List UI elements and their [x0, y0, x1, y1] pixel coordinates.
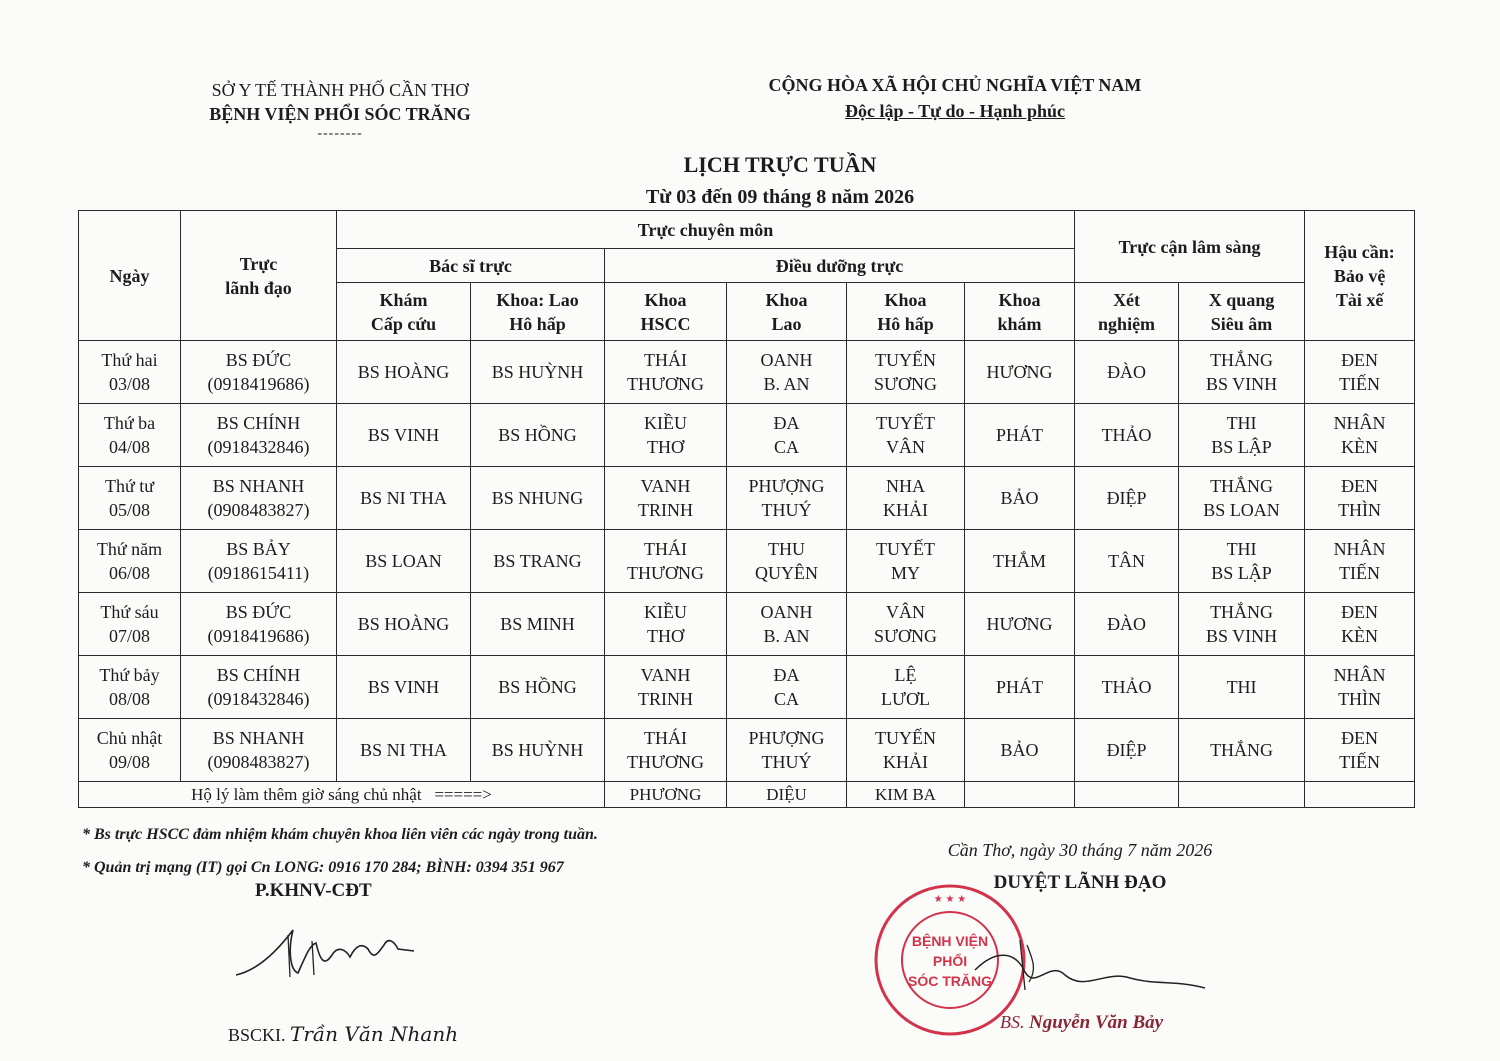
resp-doctor-cell	[471, 404, 605, 467]
lab-text: ĐÀO	[1107, 362, 1147, 382]
xray-text: THẮNG	[1210, 740, 1274, 760]
lab-cell	[1075, 656, 1179, 719]
xray-text: THẮNG	[1210, 350, 1274, 370]
approval-title: DUYỆT LÃNH ĐẠO	[993, 872, 1167, 893]
department-name: P.KHNV-CĐT	[255, 880, 372, 901]
right-signer-prefix: BS.	[1000, 1012, 1025, 1032]
right-signer	[1000, 1012, 1163, 1034]
hscc-nurse-text: THƠ	[647, 437, 684, 457]
xray-text: THẮNG	[1210, 476, 1274, 496]
svg-text:PHỔI: PHỔI	[932, 953, 968, 969]
logistics-text: THÌN	[1338, 689, 1382, 709]
footer-label-cell	[79, 782, 605, 808]
hscc-nurse-cell	[605, 404, 727, 467]
leader-cell	[181, 341, 337, 404]
xray-cell	[1179, 719, 1305, 782]
note-it-contact: * Quản trị mạng (IT) gọi Cn LONG: 0916 170 284; BÌNH: 0394 351 967	[82, 859, 564, 876]
leader-text: BS NHANH	[212, 728, 305, 748]
lab-cell	[1075, 467, 1179, 530]
day-cell	[79, 719, 181, 782]
col-header-lab: Xét nghiệm	[1075, 283, 1179, 341]
lab-cell	[1075, 341, 1179, 404]
svg-text:SÓC TRĂNG: SÓC TRĂNG	[908, 973, 992, 989]
logistics-text: NHÂN	[1333, 413, 1386, 433]
hohap-nurse-cell	[847, 341, 965, 404]
lao-nurse-cell	[727, 467, 847, 530]
logistics-text: ĐEN	[1341, 350, 1379, 370]
day-text: Thứ sáu	[100, 602, 159, 622]
logistics-text: TIẾN	[1339, 563, 1381, 583]
xray-text: THI	[1226, 539, 1257, 559]
leader-cell	[181, 593, 337, 656]
leader-text: (0918615411)	[207, 563, 310, 583]
agency-name: BỆNH VIỆN PHỔI SÓC TRĂNG	[209, 104, 471, 124]
lao-nurse-text: QUYÊN	[755, 563, 818, 583]
group-header-nurses: Điều dưỡng trực	[605, 249, 1075, 283]
lao-nurse-text: B. AN	[763, 626, 810, 646]
resp-doctor-text: BS TRANG	[493, 551, 582, 571]
day-text: 06/08	[108, 563, 150, 583]
lab-cell	[1075, 593, 1179, 656]
lab-text: ĐÀO	[1107, 614, 1147, 634]
resp-doctor-text: BS MINH	[500, 614, 575, 634]
kham-nurse-cell	[965, 404, 1075, 467]
emergency-doctor-text: BS HOÀNG	[357, 362, 450, 382]
col-header-leader: Trực lãnh đạo	[181, 211, 337, 341]
lab-cell	[1075, 404, 1179, 467]
national-header	[700, 72, 1210, 124]
leader-text: BS ĐỨC	[225, 350, 292, 370]
emergency-doctor-cell	[337, 404, 471, 467]
logistics-cell	[1305, 341, 1415, 404]
leader-cell	[181, 719, 337, 782]
day-text: Thứ năm	[96, 539, 163, 559]
day-text: Chủ nhật	[96, 728, 163, 748]
xray-cell	[1179, 404, 1305, 467]
lab-text: TÂN	[1108, 551, 1146, 571]
document-subtitle: Từ 03 đến 09 tháng 8 năm 2026	[645, 186, 915, 208]
lao-nurse-text: CA	[773, 689, 799, 709]
group-header-professional: Trực chuyên môn	[337, 211, 1075, 249]
hscc-nurse-text: KIỀU	[644, 413, 687, 433]
hscc-nurse-text: THƠ	[647, 626, 684, 646]
emergency-doctor-cell	[337, 719, 471, 782]
hohap-nurse-cell	[847, 404, 965, 467]
day-cell	[79, 341, 181, 404]
kham-nurse-cell	[965, 593, 1075, 656]
resp-doctor-text: BS HUỲNH	[491, 740, 584, 760]
lao-nurse-text: B. AN	[763, 374, 810, 394]
xray-text: BS LOAN	[1203, 500, 1280, 520]
xray-cell	[1179, 467, 1305, 530]
logistics-text: ĐEN	[1341, 602, 1379, 622]
xray-text: BS LẬP	[1211, 437, 1272, 457]
day-text: Thứ hai	[101, 350, 158, 370]
lao-nurse-cell	[727, 719, 847, 782]
leader-text: BS CHÍNH	[216, 413, 301, 433]
hohap-nurse-text: LƯƠL	[881, 689, 930, 709]
lao-nurse-text: PHƯỢNG	[748, 476, 825, 496]
resp-doctor-cell	[471, 719, 605, 782]
day-cell	[79, 467, 181, 530]
footer-empty	[1075, 782, 1179, 808]
emergency-doctor-cell	[337, 530, 471, 593]
col-header-hscc: Khoa HSCC	[605, 283, 727, 341]
emergency-doctor-cell	[337, 341, 471, 404]
hohap-nurse-text: LỆ	[894, 665, 917, 685]
footer-row	[79, 782, 1415, 808]
kham-nurse-text: BẢO	[1000, 488, 1039, 508]
hohap-nurse-text: SƯƠNG	[874, 374, 937, 394]
resp-doctor-cell	[471, 467, 605, 530]
hscc-nurse-cell	[605, 719, 727, 782]
hohap-nurse-cell	[847, 656, 965, 719]
lab-text: THẢO	[1101, 425, 1152, 445]
footer-label: Hộ lý làm thêm giờ sáng chủ nhật	[191, 784, 422, 804]
lao-nurse-text: ĐA	[773, 665, 800, 685]
kham-nurse-text: HƯƠNG	[986, 362, 1053, 382]
notes	[82, 818, 598, 884]
leader-cell	[181, 404, 337, 467]
table-row	[79, 404, 1415, 467]
resp-doctor-cell	[471, 593, 605, 656]
logistics-cell	[1305, 719, 1415, 782]
leader-cell	[181, 656, 337, 719]
hscc-nurse-cell	[605, 656, 727, 719]
hohap-nurse-text: NHA	[886, 476, 925, 496]
day-text: Thứ bảy	[99, 665, 160, 685]
footer-hscc: PHƯƠNG	[605, 782, 727, 808]
xray-text: BS LẬP	[1211, 563, 1272, 583]
kham-nurse-cell	[965, 341, 1075, 404]
day-text: 03/08	[108, 374, 150, 394]
agency-header	[150, 78, 530, 142]
hohap-nurse-text: TUYẾT	[876, 539, 935, 559]
leader-text: (0918432846)	[207, 689, 310, 709]
hohap-nurse-text: VÂN	[886, 437, 925, 457]
lao-nurse-cell	[727, 656, 847, 719]
leader-text: (0908483827)	[207, 500, 310, 520]
day-text: Thứ ba	[103, 413, 156, 433]
emergency-doctor-text: BS NI THA	[360, 488, 447, 508]
hohap-nurse-text: VÂN	[886, 602, 925, 622]
lab-cell	[1075, 530, 1179, 593]
footer-arrow: =====>	[434, 784, 492, 804]
xray-cell	[1179, 593, 1305, 656]
hohap-nurse-text: TUYẾN	[875, 350, 936, 370]
lab-text: THẢO	[1101, 677, 1152, 697]
hohap-nurse-text: TUYẾT	[876, 413, 935, 433]
right-signature-scribble	[955, 930, 1215, 1010]
logistics-text: TIẾN	[1339, 374, 1381, 394]
logistics-text: KÈN	[1341, 626, 1379, 646]
leader-cell	[181, 467, 337, 530]
leader-text: (0918432846)	[207, 437, 310, 457]
col-header-emergency: Khám Cấp cứu	[337, 283, 471, 341]
day-text: Thứ tư	[104, 476, 154, 496]
col-header-kham: Khoa khám	[965, 283, 1075, 341]
emergency-doctor-text: BS NI THA	[360, 740, 447, 760]
day-cell	[79, 530, 181, 593]
col-header-hohap: Khoa Hô hấp	[847, 283, 965, 341]
logistics-text: ĐEN	[1341, 728, 1379, 748]
col-header-day: Ngày	[79, 211, 181, 341]
lab-text: ĐIỆP	[1106, 740, 1147, 760]
lao-nurse-text: OANH	[760, 350, 813, 370]
day-cell	[79, 656, 181, 719]
leader-text: (0918419686)	[207, 626, 310, 646]
logistics-cell	[1305, 593, 1415, 656]
hohap-nurse-cell	[847, 719, 965, 782]
hohap-nurse-text: MY	[890, 563, 920, 583]
kham-nurse-text: THẮM	[993, 551, 1047, 571]
duty-schedule-table	[78, 210, 1415, 808]
table-row	[79, 656, 1415, 719]
note-hscc: * Bs trực HSCC đảm nhiệm khám chuyên khoa liên viên các ngày trong tuần.	[82, 826, 598, 843]
group-header-paraclinical: Trực cận lâm sàng	[1075, 211, 1305, 283]
hscc-nurse-text: KIỀU	[644, 602, 687, 622]
day-cell	[79, 593, 181, 656]
footer-hohap: KIM BA	[847, 782, 965, 808]
resp-doctor-cell	[471, 530, 605, 593]
footer-empty	[965, 782, 1075, 808]
table-row	[79, 530, 1415, 593]
left-signer-prefix: BSCKI.	[228, 1025, 286, 1045]
xray-cell	[1179, 656, 1305, 719]
logistics-text: NHÂN	[1333, 539, 1386, 559]
hohap-nurse-cell	[847, 593, 965, 656]
lao-nurse-cell	[727, 341, 847, 404]
xray-text: BS VINH	[1205, 626, 1278, 646]
hscc-nurse-text: THÁI	[644, 539, 687, 559]
group-header-doctors: Bác sĩ trực	[337, 249, 605, 283]
table-row	[79, 593, 1415, 656]
resp-doctor-cell	[471, 656, 605, 719]
leader-text: BS ĐỨC	[225, 602, 292, 622]
leader-text: BS BẢY	[226, 539, 291, 559]
emergency-doctor-text: BS VINH	[367, 425, 440, 445]
emergency-doctor-text: BS HOÀNG	[357, 614, 450, 634]
xray-cell	[1179, 530, 1305, 593]
lao-nurse-text: THUÝ	[761, 500, 812, 520]
emergency-doctor-text: BS LOAN	[365, 551, 442, 571]
left-signature-scribble	[228, 915, 428, 990]
leader-text: BS CHÍNH	[216, 665, 301, 685]
lab-text: ĐIỆP	[1106, 488, 1147, 508]
hscc-nurse-cell	[605, 341, 727, 404]
lao-nurse-text: CA	[773, 437, 799, 457]
right-signer-name: Nguyễn Văn Bảy	[1029, 1012, 1164, 1033]
kham-nurse-cell	[965, 467, 1075, 530]
day-cell	[79, 404, 181, 467]
header-divider: --------	[317, 126, 363, 141]
col-header-lao: Khoa Lao	[727, 283, 847, 341]
day-text: 09/08	[108, 752, 150, 772]
hscc-nurse-text: VANH	[640, 476, 691, 496]
col-header-xray: X quang Siêu âm	[1179, 283, 1305, 341]
left-signer	[228, 1022, 458, 1046]
hscc-nurse-text: THƯƠNG	[627, 752, 704, 772]
xray-text: THI	[1226, 413, 1257, 433]
logistics-text: TIẾN	[1339, 752, 1381, 772]
hscc-nurse-text: TRINH	[638, 500, 693, 520]
lao-nurse-text: THUÝ	[761, 752, 812, 772]
lab-cell	[1075, 719, 1179, 782]
kham-nurse-text: HƯƠNG	[986, 614, 1053, 634]
lao-nurse-cell	[727, 404, 847, 467]
emergency-doctor-cell	[337, 593, 471, 656]
lao-nurse-text: PHƯỢNG	[748, 728, 825, 748]
kham-nurse-cell	[965, 719, 1075, 782]
day-text: 08/08	[108, 689, 150, 709]
xray-cell	[1179, 341, 1305, 404]
emergency-doctor-cell	[337, 467, 471, 530]
document-title: LỊCH TRỰC TUẦN	[683, 152, 877, 177]
logistics-cell	[1305, 404, 1415, 467]
table-row	[79, 341, 1415, 404]
hscc-nurse-text: THƯƠNG	[627, 563, 704, 583]
day-text: 07/08	[108, 626, 150, 646]
hohap-nurse-text: KHẢI	[883, 752, 928, 772]
resp-doctor-text: BS HỒNG	[498, 425, 577, 445]
resp-doctor-text: BS HỒNG	[498, 677, 577, 697]
lao-nurse-text: THU	[768, 539, 805, 559]
hohap-nurse-text: KHẢI	[883, 500, 928, 520]
logistics-text: THÌN	[1338, 500, 1382, 520]
kham-nurse-text: BẢO	[1000, 740, 1039, 760]
lao-nurse-text: ĐA	[773, 413, 800, 433]
kham-nurse-cell	[965, 530, 1075, 593]
kham-nurse-text: PHÁT	[996, 425, 1044, 445]
hohap-nurse-text: SƯƠNG	[874, 626, 937, 646]
hscc-nurse-cell	[605, 530, 727, 593]
agency-parent: SỞ Y TẾ THÀNH PHỐ CẦN THƠ	[211, 80, 469, 100]
logistics-cell	[1305, 530, 1415, 593]
hscc-nurse-text: THÁI	[644, 350, 687, 370]
leader-cell	[181, 530, 337, 593]
hscc-nurse-text: VANH	[640, 665, 691, 685]
xray-text: BS VINH	[1205, 374, 1278, 394]
hohap-nurse-text: TUYẾN	[875, 728, 936, 748]
footer-empty	[1179, 782, 1305, 808]
left-signer-name: Trần Văn Nhanh	[290, 1022, 459, 1046]
svg-text:★ ★ ★: ★ ★ ★	[933, 894, 967, 905]
resp-doctor-cell	[471, 341, 605, 404]
logistics-text: NHÂN	[1333, 665, 1386, 685]
col-header-resp-doctor: Khoa: Lao Hô hấp	[471, 283, 605, 341]
lao-nurse-cell	[727, 593, 847, 656]
logistics-text: ĐEN	[1341, 476, 1379, 496]
national-title: CỘNG HÒA XÃ HỘI CHỦ NGHĨA VIỆT NAM	[768, 75, 1142, 95]
table-row	[79, 467, 1415, 530]
emergency-doctor-text: BS VINH	[367, 677, 440, 697]
place-date: Cần Thơ, ngày 30 tháng 7 năm 2026	[947, 840, 1213, 860]
leader-text: (0918419686)	[207, 374, 310, 394]
header-row-1	[79, 211, 1415, 249]
lao-nurse-text: OANH	[760, 602, 813, 622]
kham-nurse-text: PHÁT	[996, 677, 1044, 697]
hscc-nurse-cell	[605, 593, 727, 656]
svg-text:BỆNH VIỆN: BỆNH VIỆN	[911, 933, 989, 949]
hohap-nurse-cell	[847, 467, 965, 530]
xray-text: THI	[1226, 677, 1257, 697]
day-text: 05/08	[108, 500, 150, 520]
hscc-nurse-cell	[605, 467, 727, 530]
leader-text: BS NHANH	[212, 476, 305, 496]
hohap-nurse-cell	[847, 530, 965, 593]
col-header-logistics: Hậu cần: Bảo vệ Tài xế	[1305, 211, 1415, 341]
national-motto: Độc lập - Tự do - Hạnh phúc	[844, 101, 1066, 121]
kham-nurse-cell	[965, 656, 1075, 719]
lao-nurse-cell	[727, 530, 847, 593]
logistics-cell	[1305, 467, 1415, 530]
leader-text: (0908483827)	[207, 752, 310, 772]
logistics-cell	[1305, 656, 1415, 719]
hscc-nurse-text: TRINH	[638, 689, 693, 709]
table-row	[79, 719, 1415, 782]
logistics-text: KÈN	[1341, 437, 1379, 457]
xray-text: THẮNG	[1210, 602, 1274, 622]
day-text: 04/08	[108, 437, 150, 457]
hscc-nurse-text: THƯƠNG	[627, 374, 704, 394]
emergency-doctor-cell	[337, 656, 471, 719]
hscc-nurse-text: THÁI	[644, 728, 687, 748]
resp-doctor-text: BS HUỲNH	[491, 362, 584, 382]
resp-doctor-text: BS NHUNG	[491, 488, 584, 508]
footer-lao: DIỆU	[727, 782, 847, 808]
footer-empty	[1305, 782, 1415, 808]
